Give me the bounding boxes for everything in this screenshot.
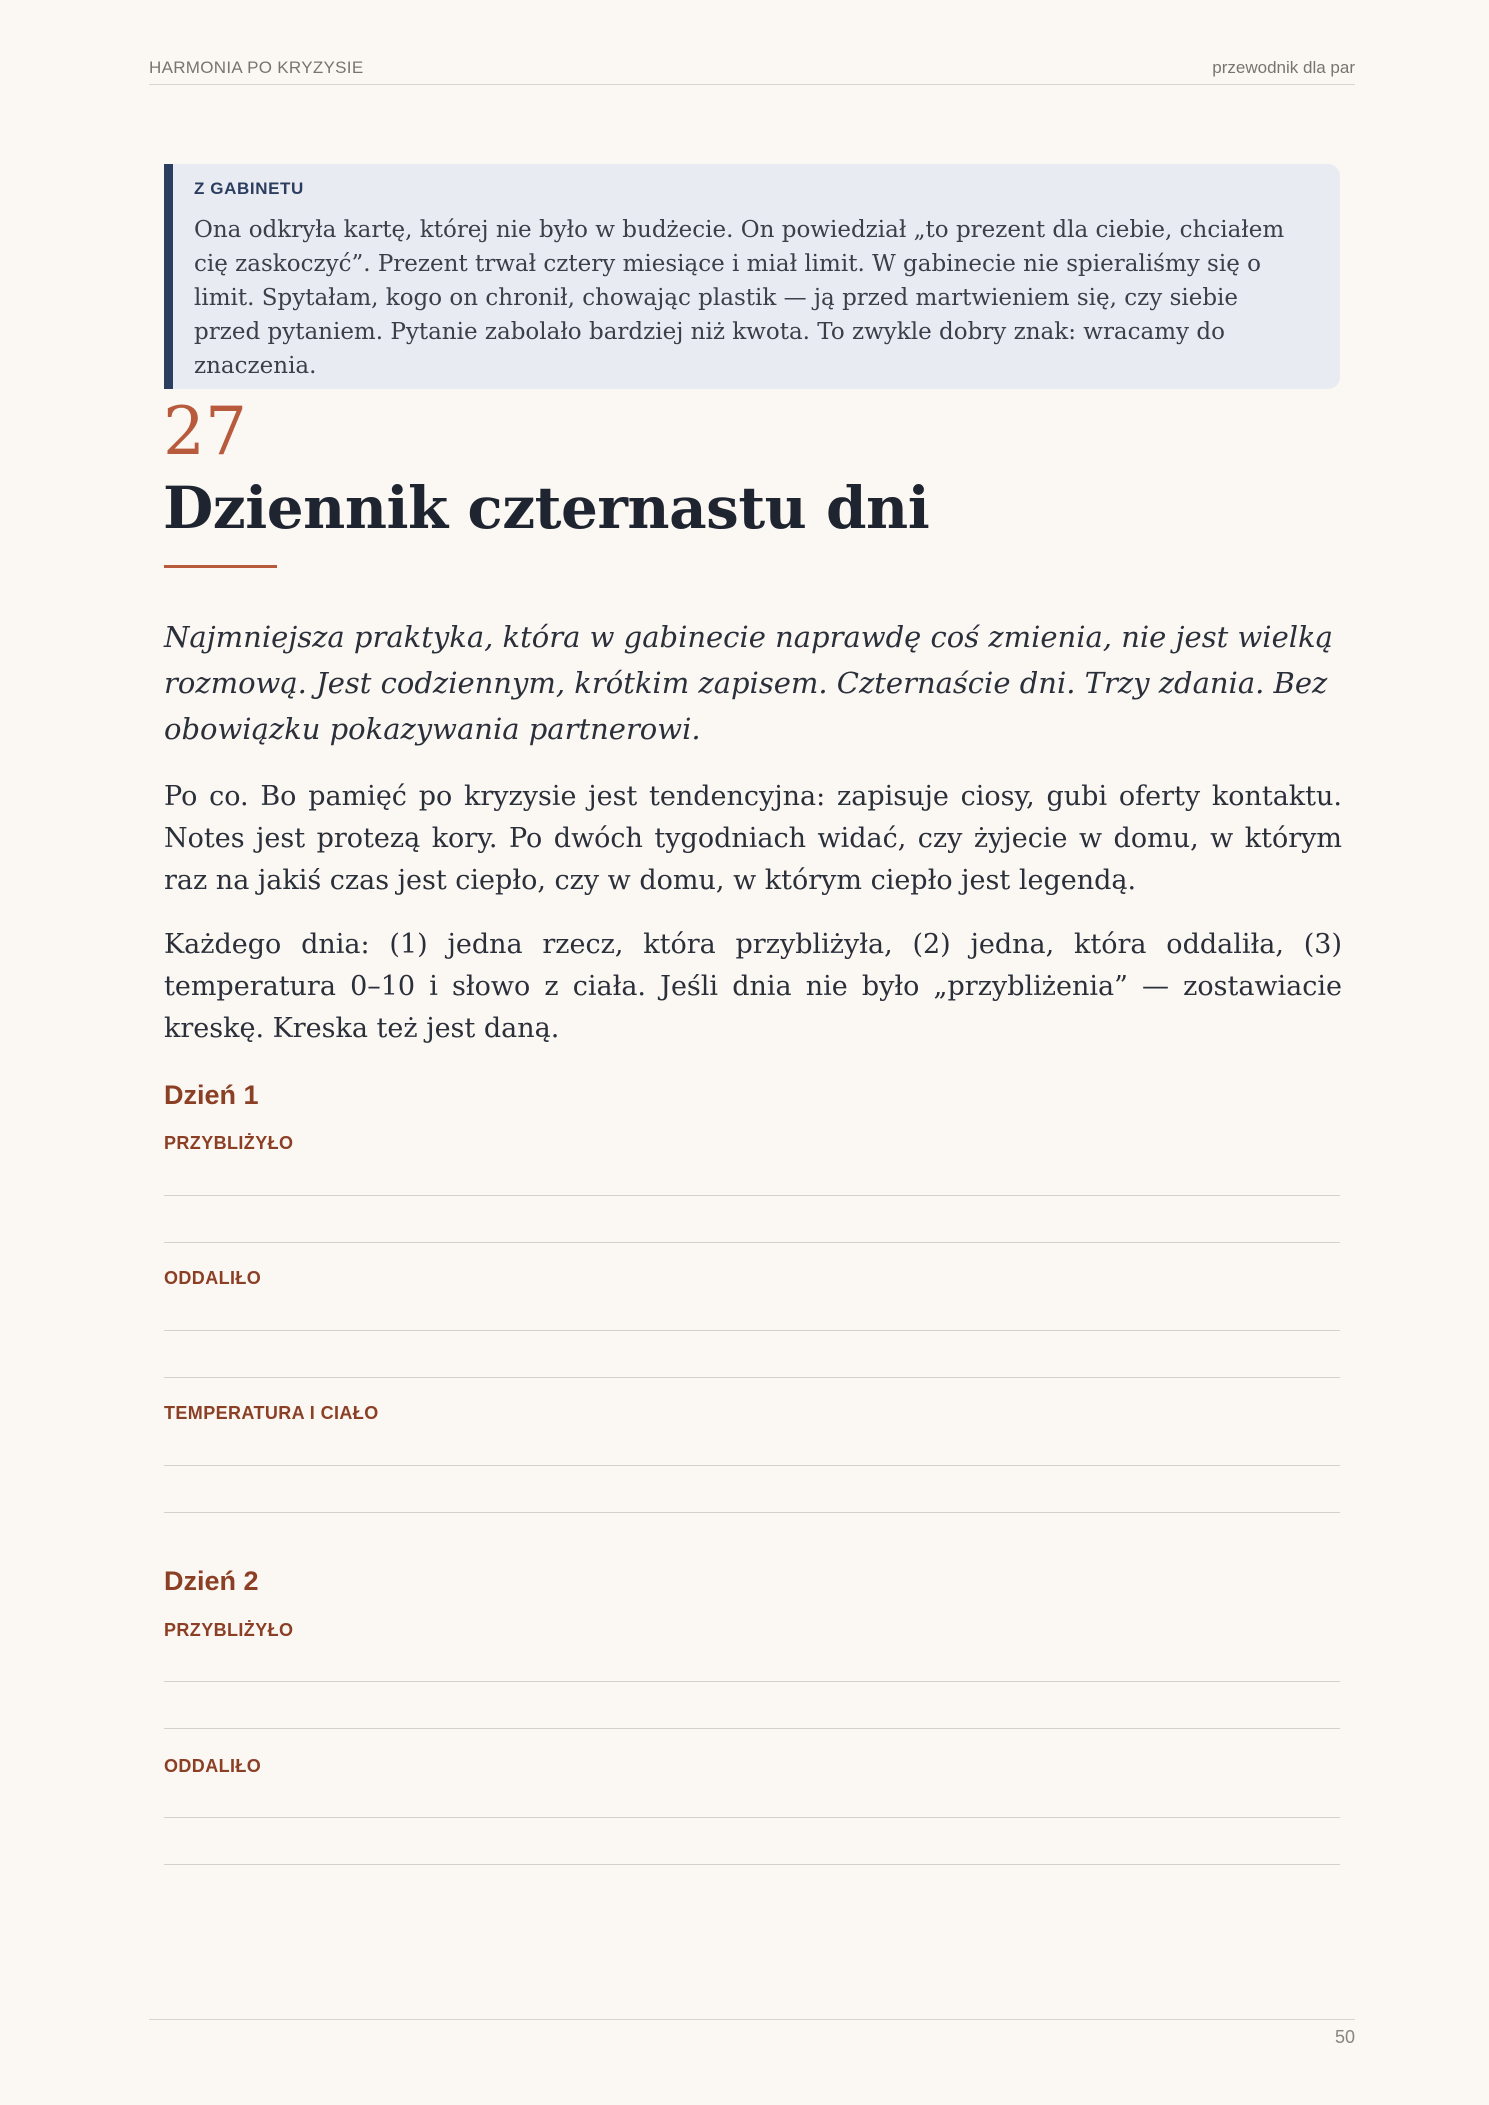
running-header [149, 56, 1355, 85]
field-label-closer: PRZYBLIŻYŁO [164, 1133, 294, 1153]
title-underline [164, 565, 277, 568]
writing-line[interactable] [164, 1864, 1340, 1865]
field-label-farther: ODDALIŁO [164, 1756, 262, 1776]
page-number: 50 [1334, 2027, 1355, 2047]
running-header-subtitle: przewodnik dla par [1212, 58, 1355, 77]
writing-line[interactable] [164, 1242, 1340, 1243]
field-label-closer: PRZYBLIŻYŁO [164, 1620, 294, 1640]
writing-line[interactable] [164, 1681, 1340, 1682]
day-title: Dzień 2 [164, 1566, 259, 1596]
field-label-temperature: TEMPERATURA I CIAŁO [164, 1403, 379, 1423]
writing-line[interactable] [164, 1330, 1340, 1331]
writing-line[interactable] [164, 1728, 1340, 1729]
writing-line[interactable] [164, 1465, 1340, 1466]
chapter-lead: Najmniejsza praktyka, która w gabinecie naprawdę coś zmienia, nie jest wielką rozmową. Jest codziennym, krótkim zapisem. Czternaście dni. Trzy zdania. Bez obowiązku pokazywania partnerowi. [164, 620, 1333, 746]
chapter-title: Dziennik czternastu dni [163, 474, 930, 542]
running-header-title: HARMONIA PO KRYZYSIE [149, 58, 364, 77]
body-paragraph: Każdego dnia: (1) jedna rzecz, która przybliżyła, (2) jedna, która oddaliła, (3) temperatura 0–10 i słowo z ciała. Jeśli dnia nie było „przybliżenia” — zostawiacie kreskę. Kreska też jest daną. [164, 929, 1342, 1044]
field-label-farther: ODDALIŁO [164, 1268, 262, 1288]
footer-divider [149, 2019, 1355, 2020]
writing-line[interactable] [164, 1512, 1340, 1513]
chapter-number: 27 [163, 393, 247, 470]
callout-label: Z GABINETU [194, 179, 304, 198]
writing-line[interactable] [164, 1817, 1340, 1818]
callout-text: Ona odkryła kartę, której nie było w budżecie. On powiedział „to prezent dla ciebie, chciałem cię zaskoczyć”. Prezent trwał cztery miesiące i miał limit. W gabinecie nie spieraliśmy się o limit. Spytałam, kogo on chronił, chowając plastik — ją przed martwieniem się, czy siebie przed pytaniem. Pytanie zabolało bardziej niż kwota. To zwykle dobry znak: wracamy do znaczenia. [194, 217, 1285, 379]
day-title: Dzień 1 [164, 1080, 259, 1110]
writing-line[interactable] [164, 1377, 1340, 1378]
body-paragraph: Po co. Bo pamięć po kryzysie jest tendencyjna: zapisuje ciosy, gubi oferty kontaktu. Notes jest protezą kory. Po dwóch tygodniach widać, czy żyjecie w domu, w którym raz na jakiś czas jest ciepło, czy w domu, w którym ciepło jest legendą. [164, 781, 1342, 896]
writing-line[interactable] [164, 1195, 1340, 1196]
clinic-callout [164, 164, 1340, 389]
